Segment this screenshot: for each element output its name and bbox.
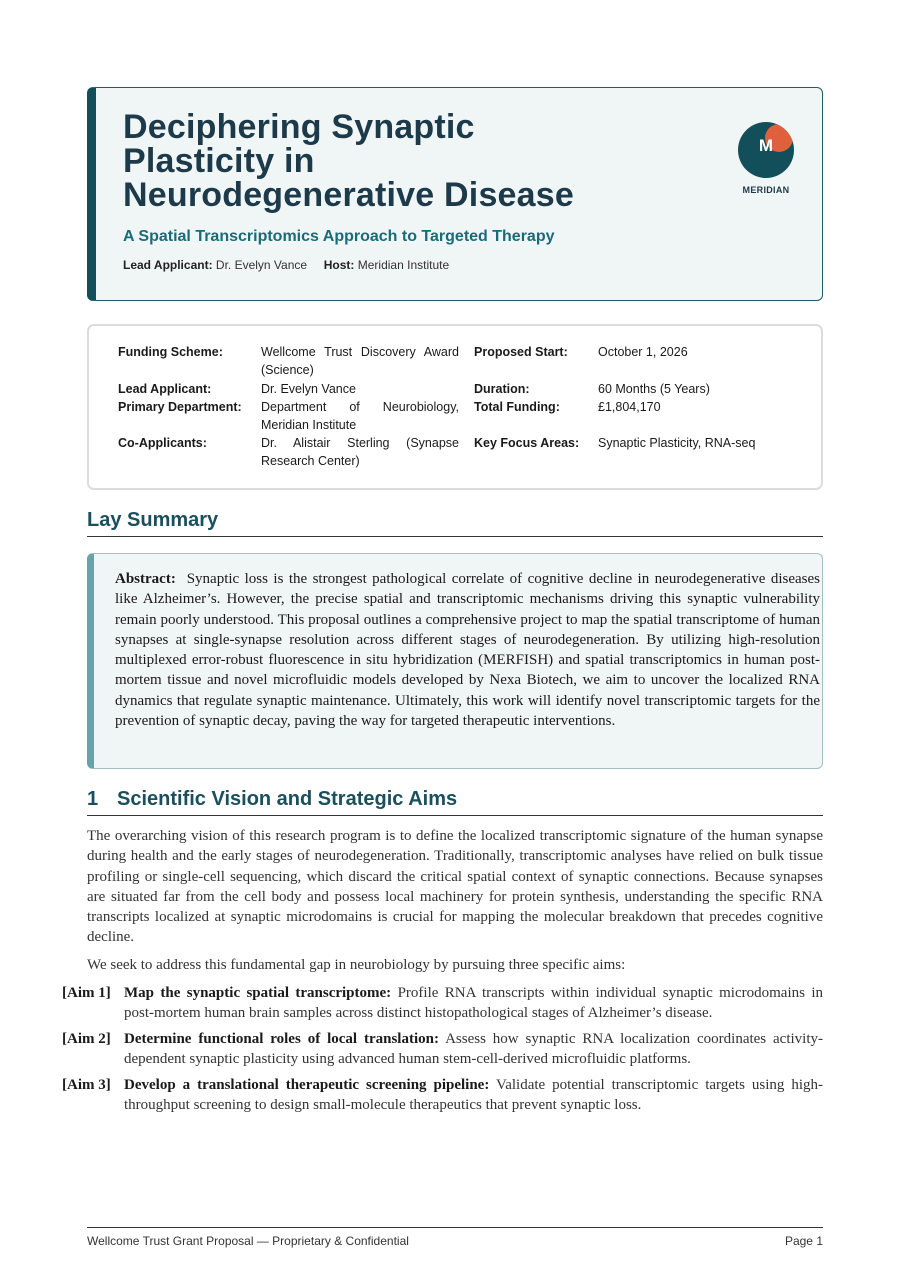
lay-summary-heading xyxy=(87,509,823,537)
lead-applicant-label: Lead Applicant: xyxy=(123,258,213,272)
logo-icon xyxy=(738,122,794,178)
aim-title: Determine functional roles of local translation: xyxy=(124,1031,439,1047)
abstract-label: Abstract: xyxy=(115,571,176,587)
proposed-start-value: October 1, 2026 xyxy=(598,345,688,359)
total-funding-label: Total Funding: xyxy=(474,400,560,414)
logo-name: MERIDIAN xyxy=(742,185,790,195)
total-funding-value: £1,804,170 xyxy=(598,400,661,414)
host-value: Meridian Institute xyxy=(357,258,450,272)
section-number: 1 xyxy=(87,788,99,810)
footer-divider xyxy=(87,1227,823,1228)
aim-text: Profile RNA transcripts within individual synaptic microdomains in post-mortem human brain samples across distinct histopathological stages of Alzheimer’s disease. xyxy=(124,985,824,1022)
abstract-text: Synaptic loss is the strongest pathological correlate of cognitive decline in neurodegenerative diseases like Alzheimer’s. However, the precise spatial and transcriptomic mechanisms driving this synaptic vulnerability remain poorly understood. This proposal outlines a comprehensive project to map the spatial transcriptome of human synapses at single-synapse resolution across different stages of neurodegeneration. By utilizing high-resolution multiplexed error-robust fluorescence in situ hybridization (MERFISH) and spatial transcriptomics in human post-mortem tissue and novel microfluidic models developed by Nexa Biotech, we aim to uncover the localized RNA dynamics that regulate synaptic maintenance. Ultimately, this work will identify novel transcriptomic targets for the prevention of synaptic decay, paving the way for targeted therapeutic interventions. xyxy=(115,571,821,730)
vision-paragraph: The overarching vision of this research program is to define the localized transcriptomic signature of the human synapse during health and the early stages of neurodegeneration. Traditionally, transcriptomic analyses have relied on bulk tissue profiling or single-cell sequencing, which discard the critical spatial context of synaptic connections. Because synapses are situated far from the cell body and possess local machinery for protein synthesis, understanding the specific RNA transcripts localized at synaptic microdomains is crucial for mapping the molecular breakdown that precedes cognitive decline. xyxy=(87,828,823,946)
aims-intro-paragraph xyxy=(87,955,823,975)
aim-item xyxy=(62,1029,823,1070)
abstract-box xyxy=(87,553,823,769)
proposed-start-label: Proposed Start: xyxy=(474,345,568,359)
document-title: Deciphering Synaptic Plasticity in Neurodegenerative Disease xyxy=(123,108,574,214)
aim-item xyxy=(62,1075,823,1116)
abstract-paragraph xyxy=(115,569,820,731)
aim-text: Validate potential transcriptomic targets using high-throughput screening to design small-molecule therapeutics that prevent synaptic loss. xyxy=(124,1077,823,1114)
section-title: Scientific Vision and Strategic Aims xyxy=(117,788,458,810)
aim-tag: [Aim 3] xyxy=(62,1077,111,1093)
logo-letter: M xyxy=(758,136,774,155)
lead-applicant-value: Dr. Evelyn Vance xyxy=(261,382,356,396)
primary-department-value: Department of Neurobiology, Meridian Institute xyxy=(261,400,459,432)
project-info-table xyxy=(87,324,823,490)
footer-confidentiality: Wellcome Trust Grant Proposal — Proprietary & Confidential xyxy=(87,1234,409,1248)
aims-intro-text: We seek to address this fundamental gap in neurobiology by pursuing three specific aims: xyxy=(87,957,626,973)
co-applicants-label: Co-Applicants: xyxy=(118,436,207,450)
lay-summary-heading-text: Lay Summary xyxy=(87,509,219,531)
aim-body xyxy=(124,983,823,1024)
meridian-logo xyxy=(737,122,795,195)
funding-scheme-value: Wellcome Trust Discovery Award (Science) xyxy=(261,345,459,377)
primary-department-label: Primary Department: xyxy=(118,400,242,414)
aim-item xyxy=(62,983,823,1024)
aim-body xyxy=(124,1029,823,1070)
co-applicants-value: Dr. Alistair Sterling (Synapse Research Center) xyxy=(261,436,459,468)
applicant-host-line xyxy=(123,258,449,272)
document-subtitle: A Spatial Transcriptomics Approach to Targeted Therapy xyxy=(123,228,555,245)
funding-scheme-label: Funding Scheme: xyxy=(118,345,223,359)
aim-title: Map the synaptic spatial transcriptome: xyxy=(124,985,392,1001)
lead-applicant-label: Lead Applicant: xyxy=(118,382,212,396)
aim-title: Develop a translational therapeutic screening pipeline: xyxy=(124,1077,490,1093)
focus-areas-value: Synaptic Plasticity, RNA-seq xyxy=(598,436,756,450)
aim-tag: [Aim 2] xyxy=(62,1031,111,1047)
aim-tag: [Aim 1] xyxy=(62,985,111,1001)
aim-text: Assess how synaptic RNA localization coordinates activity-dependent synaptic plasticity using advanced human stem-cell-derived microfluidic platforms. xyxy=(124,1031,824,1068)
aim-body xyxy=(124,1075,823,1116)
page-number: Page 1 xyxy=(784,1234,823,1248)
host-label: Host: xyxy=(323,258,355,272)
duration-label: Duration: xyxy=(474,382,530,396)
duration-value: 60 Months (5 Years) xyxy=(598,382,710,396)
title-block xyxy=(87,87,823,301)
focus-areas-label: Key Focus Areas: xyxy=(474,436,580,450)
section-1-heading xyxy=(87,788,823,816)
lead-applicant-value: Dr. Evelyn Vance xyxy=(215,258,308,272)
